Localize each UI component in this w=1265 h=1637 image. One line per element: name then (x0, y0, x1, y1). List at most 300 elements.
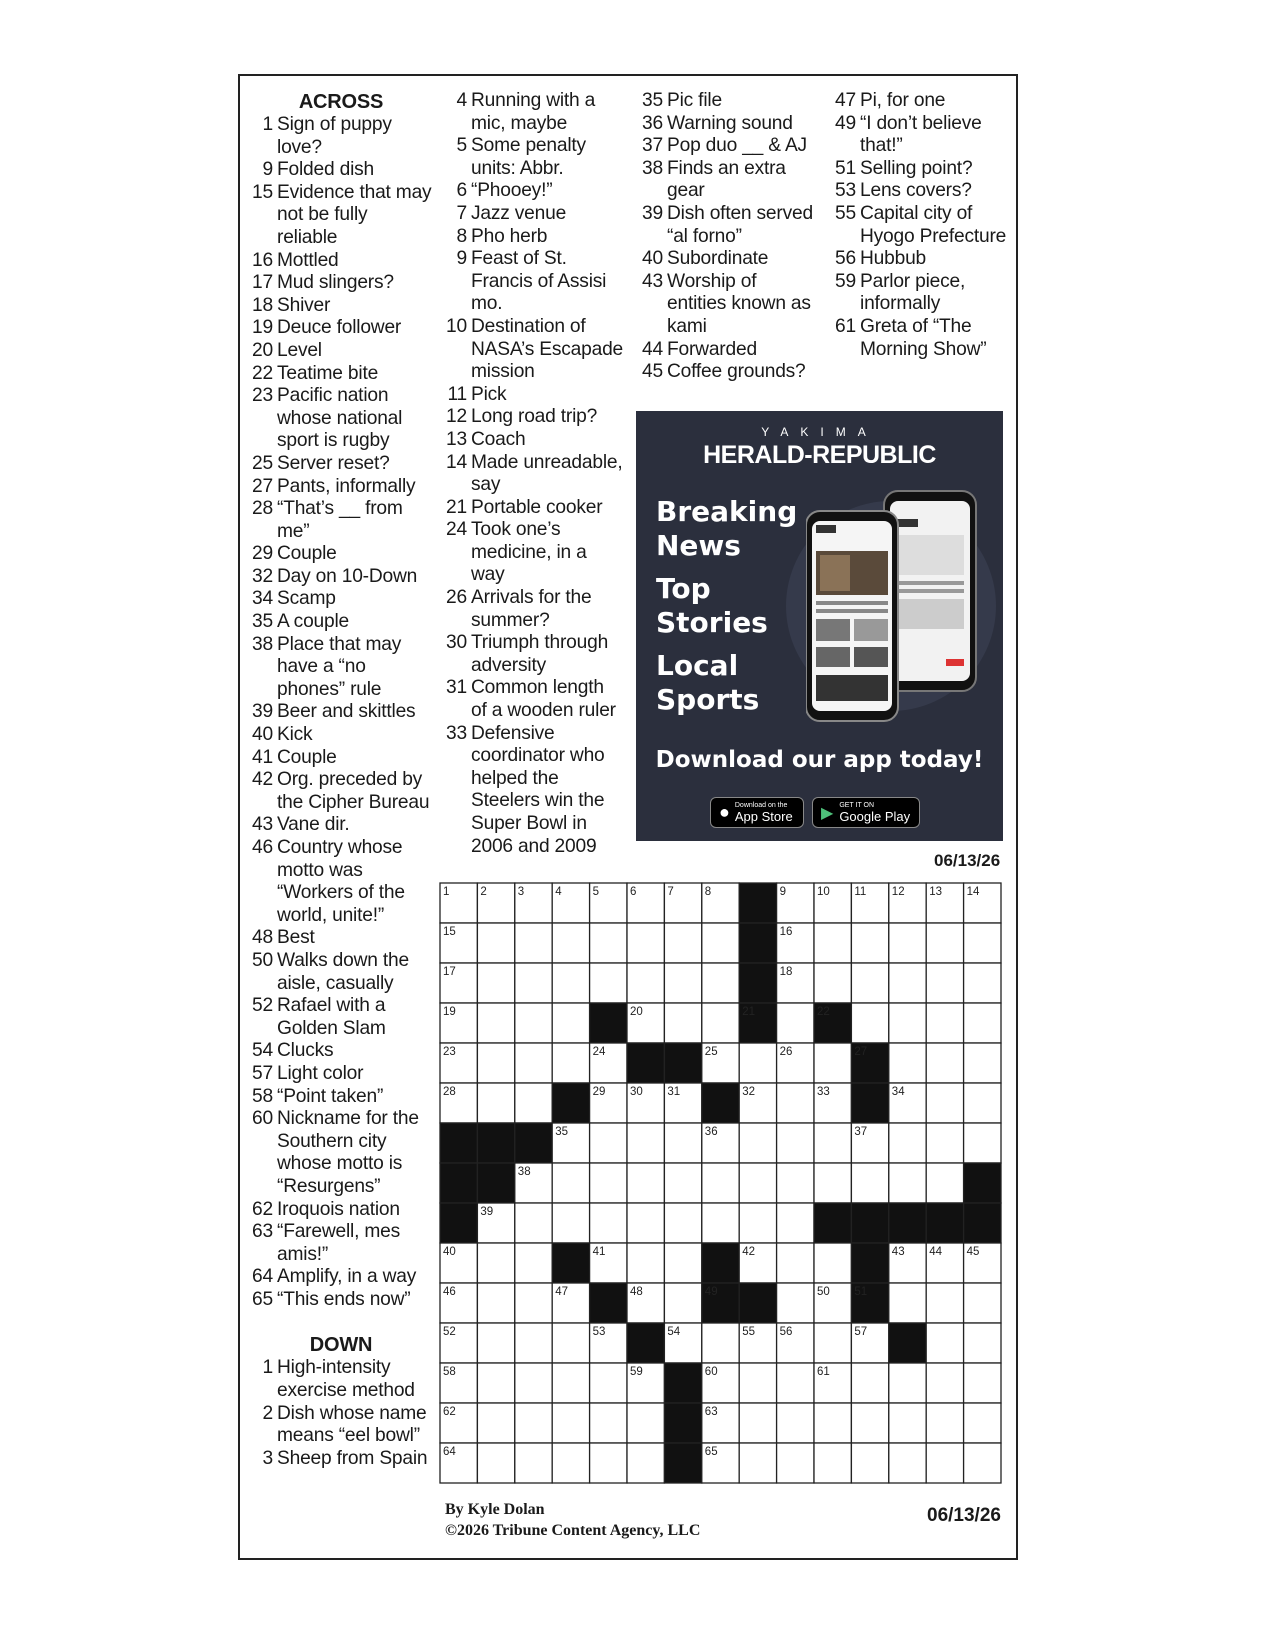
grid-cell[interactable] (814, 923, 851, 963)
grid-number: 30 (630, 1086, 643, 1098)
clue-number: 60 (252, 1108, 273, 1130)
grid-cell[interactable] (552, 1443, 589, 1483)
clue-item[interactable] (250, 995, 432, 1040)
grid-cell[interactable] (889, 1443, 926, 1483)
grid-number: 8 (704, 886, 712, 898)
grid-number: 60 (704, 1366, 718, 1378)
clue-item[interactable] (250, 543, 432, 566)
clue-item[interactable] (250, 950, 432, 995)
grid-cell[interactable] (664, 1003, 701, 1043)
grid-cell[interactable] (889, 1003, 926, 1043)
grid-cell[interactable] (627, 1403, 664, 1443)
grid-cell[interactable] (926, 1003, 963, 1043)
clue-number: 10 (446, 315, 467, 337)
clue-item[interactable] (640, 158, 820, 203)
grid-cell[interactable] (627, 1123, 664, 1163)
grid-cell[interactable] (515, 923, 552, 963)
crossword-grid[interactable] (439, 882, 1003, 1486)
grid-cell[interactable] (814, 1243, 851, 1283)
clue-number: 28 (252, 498, 273, 520)
clue-text: Couple (277, 746, 337, 768)
grid-block (627, 1043, 664, 1083)
grid-cell[interactable] (889, 963, 926, 1003)
grid-cell[interactable] (515, 1083, 552, 1123)
clue-item[interactable] (640, 361, 820, 384)
clue-item[interactable] (444, 316, 624, 384)
clue-text: Pacific nation whose national sport is rugby (277, 385, 403, 452)
grid-cell[interactable] (627, 1163, 664, 1203)
clue-number: 12 (446, 406, 467, 428)
grid-cell[interactable] (964, 1003, 1001, 1043)
grid-cell[interactable] (477, 963, 514, 1003)
grid-cell[interactable] (851, 1163, 888, 1203)
grid-cell[interactable] (777, 1243, 814, 1283)
clue-item[interactable] (833, 271, 1008, 316)
byline: By Kyle Dolan (445, 1501, 545, 1518)
grid-number: 42 (742, 1246, 755, 1258)
grid-cell[interactable] (814, 1123, 851, 1163)
clue-item[interactable] (640, 90, 820, 113)
clue-item[interactable] (250, 566, 432, 589)
grid-cell[interactable] (851, 923, 888, 963)
clue-text: Common length of a wooden ruler (471, 677, 616, 722)
clue-text: Pop duo __ & AJ (667, 135, 807, 157)
clue-text: Day on 10-Down (277, 565, 418, 587)
clue-text: Coffee grounds? (667, 361, 806, 383)
grid-cell[interactable] (926, 1043, 963, 1083)
grid-cell[interactable] (964, 1123, 1001, 1163)
clue-item[interactable] (833, 248, 1008, 271)
clue-item[interactable] (250, 1448, 432, 1471)
clue-item[interactable] (250, 769, 432, 814)
grid-cell[interactable] (477, 1243, 514, 1283)
clue-text: Feast of St. Francis of Assisi mo. (471, 248, 607, 315)
clue-number: 37 (642, 135, 663, 157)
clue-item[interactable] (250, 927, 432, 950)
grid-block (851, 1203, 888, 1243)
clue-item[interactable] (833, 203, 1008, 248)
grid-cell[interactable] (739, 1203, 776, 1243)
grid-cell[interactable] (590, 1203, 627, 1243)
grid-cell[interactable] (515, 1243, 552, 1283)
grid-cell[interactable] (777, 1403, 814, 1443)
grid-block (851, 1083, 888, 1123)
clue-item[interactable] (444, 677, 624, 722)
clue-number: 51 (835, 157, 856, 179)
grid-cell[interactable] (515, 1003, 552, 1043)
grid-number: 4 (555, 886, 562, 898)
grid-number: 34 (891, 1086, 905, 1098)
grid-cell[interactable] (851, 963, 888, 1003)
clue-item[interactable] (444, 226, 624, 249)
grid-cell[interactable] (702, 1203, 739, 1243)
grid-cell[interactable] (739, 1403, 776, 1443)
clue-item[interactable] (444, 384, 624, 407)
grid-cell[interactable] (664, 1243, 701, 1283)
clue-text: Shiver (277, 294, 331, 316)
clue-item[interactable] (250, 1086, 432, 1109)
clue-text: Vane dir. (277, 814, 350, 836)
clue-item[interactable] (444, 248, 624, 316)
grid-block (440, 1123, 477, 1163)
clue-item[interactable] (250, 747, 432, 770)
grid-cell[interactable] (590, 963, 627, 1003)
clue-number: 53 (835, 180, 856, 202)
clue-text: Rafael with a Golden Slam (277, 995, 386, 1039)
clue-number: 19 (252, 317, 273, 339)
grid-cell[interactable] (777, 1003, 814, 1043)
grid-cell[interactable] (926, 963, 963, 1003)
grid-cell[interactable] (814, 1323, 851, 1363)
clue-number: 49 (835, 112, 856, 134)
clue-number: 45 (642, 361, 663, 383)
clue-number: 31 (446, 677, 467, 699)
grid-cell[interactable] (889, 1283, 926, 1323)
grid-cell[interactable] (777, 1363, 814, 1403)
clue-item[interactable] (250, 1403, 432, 1448)
clue-item[interactable] (250, 250, 432, 273)
grid-cell[interactable] (552, 1323, 589, 1363)
clue-text: Beer and skittles (277, 701, 416, 723)
phone-mockup-icon (806, 489, 986, 729)
grid-cell[interactable] (777, 1163, 814, 1203)
clue-item[interactable] (250, 114, 432, 159)
grid-cell[interactable] (627, 1243, 664, 1283)
grid-cell[interactable] (739, 1043, 776, 1083)
clue-item[interactable] (250, 317, 432, 340)
clue-text: Deuce follower (277, 317, 402, 339)
grid-cell[interactable] (477, 1083, 514, 1123)
grid-cell[interactable] (739, 1163, 776, 1203)
clue-number: 43 (642, 270, 663, 292)
clue-number: 7 (456, 202, 467, 224)
grid-cell[interactable] (777, 1283, 814, 1323)
grid-block (964, 1163, 1001, 1203)
grid-cell[interactable] (889, 1123, 926, 1163)
grid-block (515, 1123, 552, 1163)
grid-block (702, 1083, 739, 1123)
grid-cell[interactable] (664, 1283, 701, 1323)
grid-number: 64 (443, 1446, 456, 1458)
grid-cell[interactable] (477, 1443, 514, 1483)
grid-cell[interactable] (889, 1043, 926, 1083)
grid-cell[interactable] (515, 1363, 552, 1403)
grid-cell[interactable] (552, 1163, 589, 1203)
clue-item[interactable] (250, 1108, 432, 1198)
clue-text: Subordinate (667, 248, 769, 270)
grid-cell[interactable] (515, 1403, 552, 1443)
clue-item[interactable] (250, 1199, 432, 1222)
grid-number: 6 (630, 886, 637, 898)
clue-text: Mottled (277, 249, 339, 271)
grid-cell[interactable] (664, 1203, 701, 1243)
clue-item[interactable] (250, 588, 432, 611)
grid-number: 19 (443, 1006, 456, 1018)
grid-cell[interactable] (851, 1363, 888, 1403)
clue-item[interactable] (250, 1221, 432, 1266)
grid-cell[interactable] (552, 963, 589, 1003)
grid-number: 16 (779, 926, 793, 938)
clue-item[interactable] (640, 135, 820, 158)
clue-item[interactable] (250, 453, 432, 476)
grid-cell[interactable] (515, 963, 552, 1003)
grid-block (702, 1243, 739, 1283)
clue-number: 16 (252, 249, 273, 271)
clue-item[interactable] (444, 180, 624, 203)
grid-cell[interactable] (627, 1443, 664, 1483)
clue-item[interactable] (833, 113, 1008, 158)
grid-cell[interactable] (515, 1283, 552, 1323)
clue-item[interactable] (444, 723, 624, 859)
clue-item[interactable] (640, 339, 820, 362)
clue-item[interactable] (444, 497, 624, 520)
grid-block (739, 963, 776, 1003)
grid-cell[interactable] (702, 963, 739, 1003)
clue-item[interactable] (250, 1040, 432, 1063)
grid-cell[interactable] (702, 923, 739, 963)
clue-text: Warning sound (667, 112, 793, 134)
clue-item[interactable] (250, 363, 432, 386)
clue-item[interactable] (444, 203, 624, 226)
clue-text: Iroquois nation (277, 1198, 400, 1220)
grid-cell[interactable] (477, 1323, 514, 1363)
clue-item[interactable] (833, 316, 1008, 361)
clue-text: Folded dish (277, 159, 374, 181)
grid-number: 56 (779, 1326, 793, 1338)
grid-cell[interactable] (964, 1083, 1001, 1123)
ad-feature-local-sports: Local Sports (656, 649, 760, 716)
app-advertisement[interactable] (636, 411, 1003, 841)
grid-cell[interactable] (552, 1203, 589, 1243)
grid-cell[interactable] (664, 923, 701, 963)
clue-number: 2 (262, 1402, 273, 1424)
clue-number: 1 (262, 1357, 273, 1379)
grid-block (814, 1203, 851, 1243)
clue-number: 21 (446, 496, 467, 518)
grid-cell[interactable] (477, 1363, 514, 1403)
grid-cell[interactable] (926, 1083, 963, 1123)
grid-cell[interactable] (590, 1403, 627, 1443)
clue-item[interactable] (250, 814, 432, 837)
grid-cell[interactable] (814, 1163, 851, 1203)
clue-item[interactable] (444, 452, 624, 497)
grid-cell[interactable] (627, 1203, 664, 1243)
clue-item[interactable] (250, 1063, 432, 1086)
grid-cell[interactable] (777, 1083, 814, 1123)
down-clue-list-1 (250, 1357, 432, 1470)
clue-item[interactable] (833, 180, 1008, 203)
ad-feature-top-stories: Top Stories (656, 572, 768, 639)
clue-item[interactable] (250, 476, 432, 499)
clue-number: 17 (252, 272, 273, 294)
clue-item[interactable] (250, 701, 432, 724)
grid-cell[interactable] (926, 1123, 963, 1163)
grid-cell[interactable] (889, 1163, 926, 1203)
clue-item[interactable] (250, 1357, 432, 1402)
clue-item[interactable] (250, 837, 432, 927)
grid-number: 26 (779, 1046, 793, 1058)
clue-item[interactable] (833, 158, 1008, 181)
grid-cell[interactable] (552, 923, 589, 963)
grid-cell[interactable] (851, 1443, 888, 1483)
clue-item[interactable] (250, 295, 432, 318)
clue-item[interactable] (250, 1289, 432, 1312)
grid-cell[interactable] (739, 1123, 776, 1163)
grid-cell[interactable] (964, 1443, 1001, 1483)
grid-cell[interactable] (590, 1163, 627, 1203)
grid-cell[interactable] (664, 1163, 701, 1203)
grid-cell[interactable] (477, 1003, 514, 1043)
grid-cell[interactable] (702, 1323, 739, 1363)
clue-item[interactable] (833, 90, 1008, 113)
clue-item[interactable] (444, 587, 624, 632)
grid-cell[interactable] (926, 1283, 963, 1323)
clue-number: 50 (252, 949, 273, 971)
clue-number: 42 (252, 769, 273, 791)
grid-cell[interactable] (851, 1003, 888, 1043)
grid-cell[interactable] (926, 1403, 963, 1443)
clue-text: “That’s __ from me” (277, 498, 403, 542)
grid-cell[interactable] (889, 923, 926, 963)
grid-cell[interactable] (814, 963, 851, 1003)
down-clue-list-2 (444, 90, 624, 858)
date-bottom: 06/13/26 (927, 1505, 1001, 1526)
clue-column-3 (640, 90, 820, 384)
clue-item[interactable] (444, 90, 624, 135)
grid-cell[interactable] (477, 1283, 514, 1323)
clue-item[interactable] (250, 272, 432, 295)
grid-cell[interactable] (552, 1403, 589, 1443)
grid-cell[interactable] (739, 1363, 776, 1403)
clue-number: 55 (835, 202, 856, 224)
grid-number: 2 (480, 886, 487, 898)
clue-item[interactable] (250, 724, 432, 747)
grid-cell[interactable] (777, 1443, 814, 1483)
grid-cell[interactable] (627, 923, 664, 963)
app-store-button[interactable]: ● Download on the App Store (710, 797, 804, 828)
grid-cell[interactable] (926, 1443, 963, 1483)
grid-block (664, 1403, 701, 1443)
grid-cell[interactable] (515, 1443, 552, 1483)
clue-text: Clucks (277, 1040, 334, 1062)
clue-item[interactable] (444, 429, 624, 452)
clue-number: 29 (252, 543, 273, 565)
clue-item[interactable] (250, 182, 432, 250)
grid-block (889, 1203, 926, 1243)
grid-cell[interactable] (964, 1323, 1001, 1363)
clue-text: Running with a mic, maybe (471, 90, 596, 134)
grid-cell[interactable] (926, 923, 963, 963)
grid-cell[interactable] (477, 1403, 514, 1443)
grid-cell[interactable] (477, 1043, 514, 1083)
grid-cell[interactable] (702, 1163, 739, 1203)
clue-number: 33 (446, 722, 467, 744)
clue-item[interactable] (250, 1266, 432, 1289)
grid-cell[interactable] (590, 1363, 627, 1403)
clue-text: “Point taken” (277, 1085, 384, 1107)
grid-cell[interactable] (814, 1043, 851, 1083)
grid-cell[interactable] (477, 923, 514, 963)
grid-cell[interactable] (964, 1363, 1001, 1403)
grid-cell[interactable] (739, 1443, 776, 1483)
grid-cell[interactable] (889, 1403, 926, 1443)
grid-cell[interactable] (777, 1203, 814, 1243)
grid-cell[interactable] (926, 1323, 963, 1363)
clue-item[interactable] (640, 271, 820, 339)
grid-cell[interactable] (964, 1283, 1001, 1323)
grid-cell[interactable] (851, 1403, 888, 1443)
grid-block (552, 1083, 589, 1123)
grid-cell[interactable] (964, 1403, 1001, 1443)
clue-item[interactable] (250, 385, 432, 453)
clue-item[interactable] (640, 113, 820, 136)
clue-text: “I don’t believe that!” (860, 112, 982, 157)
grid-cell[interactable] (702, 1003, 739, 1043)
grid-cell[interactable] (590, 1123, 627, 1163)
grid-cell[interactable] (814, 1443, 851, 1483)
clue-number: 38 (252, 633, 273, 655)
grid-cell[interactable] (926, 1163, 963, 1203)
across-heading: ACROSS (298, 91, 384, 113)
clue-item[interactable] (250, 340, 432, 363)
play-triangle-icon: ▶ (821, 804, 834, 822)
grid-cell[interactable] (664, 963, 701, 1003)
grid-block (664, 1043, 701, 1083)
grid-cell[interactable] (664, 1123, 701, 1163)
clue-item[interactable] (250, 611, 432, 634)
grid-cell[interactable] (515, 1043, 552, 1083)
clue-number: 4 (456, 90, 467, 111)
clue-text: Dish often served “al forno” (667, 202, 813, 247)
clue-text: A couple (277, 611, 350, 633)
grid-cell[interactable] (552, 1003, 589, 1043)
clue-item[interactable] (250, 634, 432, 702)
grid-cell[interactable] (926, 1363, 963, 1403)
grid-cell[interactable] (964, 923, 1001, 963)
clue-item[interactable] (444, 135, 624, 180)
date-top: 06/13/26 (934, 851, 1001, 870)
grid-number: 11 (854, 886, 867, 898)
clue-item[interactable] (444, 406, 624, 429)
grid-number: 62 (443, 1406, 456, 1418)
clue-text: Teatime bite (277, 362, 379, 384)
grid-cell[interactable] (552, 1043, 589, 1083)
grid-cell[interactable] (627, 963, 664, 1003)
clue-item[interactable] (640, 248, 820, 271)
grid-cell[interactable] (590, 923, 627, 963)
grid-number: 17 (443, 966, 456, 978)
grid-cell[interactable] (964, 963, 1001, 1003)
clue-item[interactable] (444, 519, 624, 587)
grid-cell[interactable] (964, 1043, 1001, 1083)
grid-cell[interactable] (590, 1443, 627, 1483)
across-clue-list (250, 114, 432, 1311)
grid-cell[interactable] (777, 1123, 814, 1163)
grid-cell[interactable] (814, 1403, 851, 1443)
clue-item[interactable] (640, 203, 820, 248)
clue-item[interactable] (250, 498, 432, 543)
grid-cell[interactable] (515, 1203, 552, 1243)
clue-item[interactable] (250, 159, 432, 182)
grid-number: 37 (854, 1126, 868, 1138)
clue-item[interactable] (444, 632, 624, 677)
grid-cell[interactable] (552, 1363, 589, 1403)
grid-number: 36 (704, 1126, 718, 1138)
grid-cell[interactable] (515, 1323, 552, 1363)
google-play-button[interactable]: ▶ GET IT ON Google Play (812, 797, 920, 828)
grid-number: 53 (592, 1326, 606, 1338)
grid-cell[interactable] (889, 1363, 926, 1403)
